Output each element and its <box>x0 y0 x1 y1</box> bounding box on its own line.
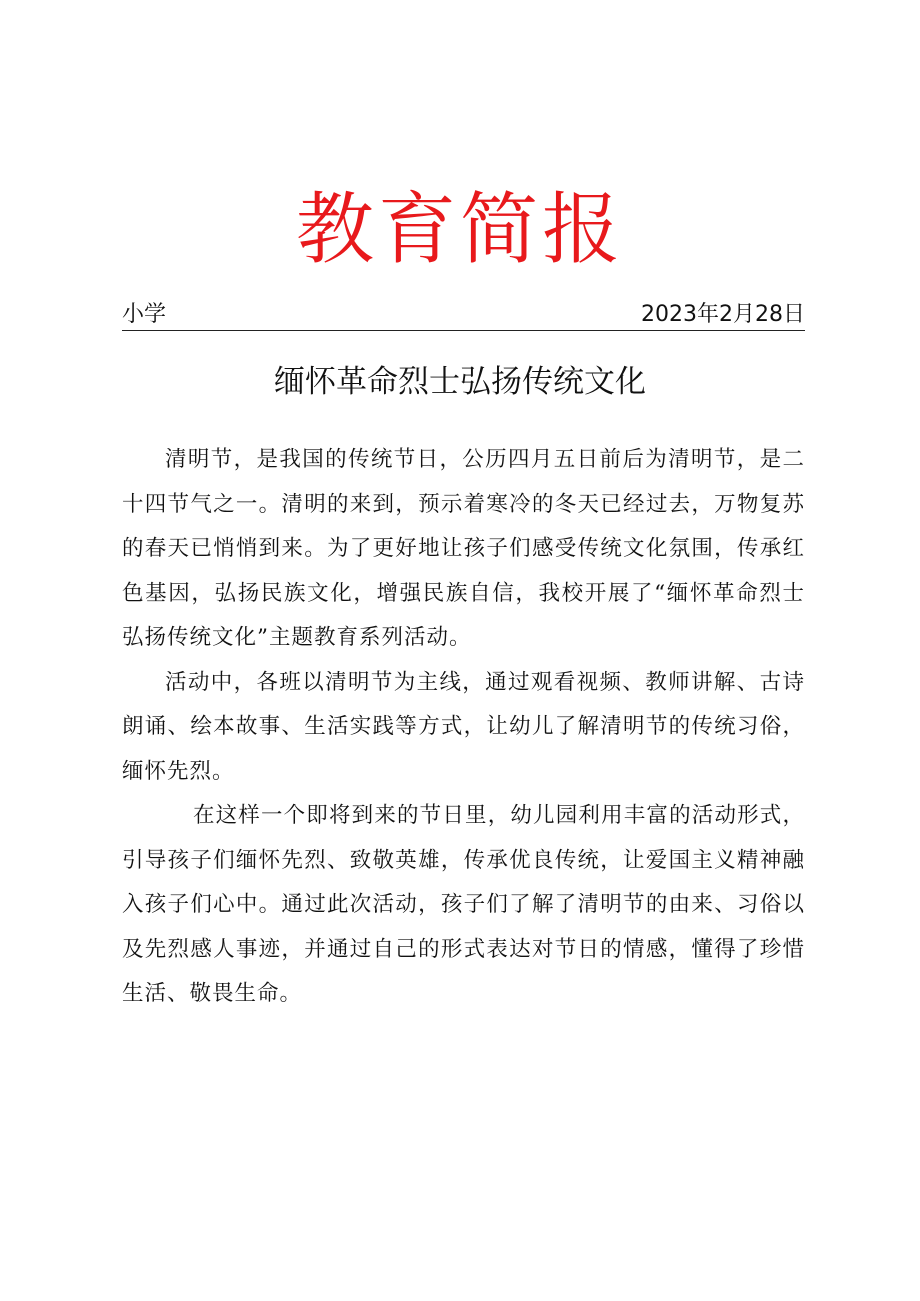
paragraph: 活动中，各班以清明节为主线，通过观看视频、教师讲解、古诗朗诵、绘本故事、生活实践等方式，让幼儿了解清明节的传统习俗，缅怀先烈。 <box>122 669 805 784</box>
issue-date: 2023年2月28日 <box>641 302 805 327</box>
paragraph: 清明节，是我国的传统节日，公历四月五日前后为清明节，是二十四节气之一。清明的来到，预示着寒冷的冬天已经过去，万物复苏的春天已悄悄到来。为了更好地让孩子们感受传统文化氛围，传承红色基因，弘扬民族文化，增强民族自信，我校开展了“缅怀革命烈士弘扬传统文化”主题教育系列活动。 <box>122 447 805 650</box>
masthead-title: 教育简报 <box>295 185 624 275</box>
paragraph: 在这样一个即将到来的节日里，幼儿园利用丰富的活动形式，引导孩子们缅怀先烈、致敬英雄，传承优良传统，让爱国主义精神融入孩子们心中。通过此次活动，孩子们了解了清明节的由来、习俗以及先烈感人事迹，并通过自己的形式表达对节日的情感，懂得了珍惜生活、敬畏生命。 <box>122 803 805 1006</box>
school-name: 小学 <box>122 302 167 327</box>
meta-line <box>122 300 805 331</box>
article-headline: 缅怀革命烈士弘扬传统文化 <box>274 364 646 400</box>
article-body <box>122 438 805 1017</box>
